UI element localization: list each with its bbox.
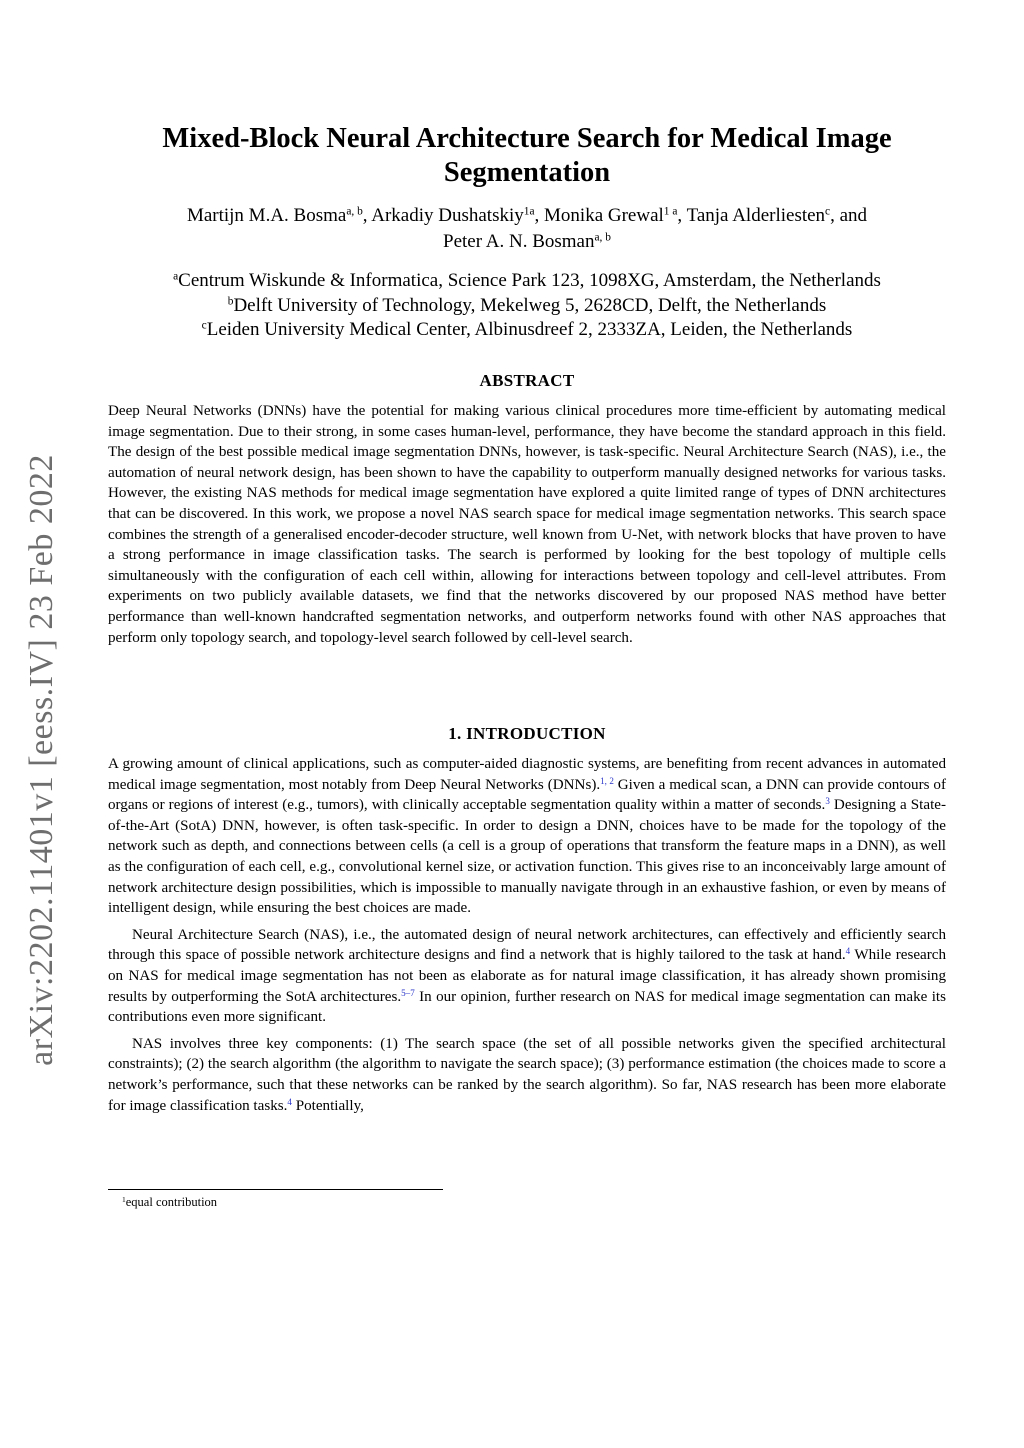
title-line-2: Segmentation <box>443 157 611 188</box>
text-run: A growing amount of clinical applications, such as computer-aided diagnostic systems, are benefiting from recent advances in automated medical image segmentation, most notably from Deep Neural Networks (DNNs). <box>108 756 946 793</box>
author-name: , Tanja Alderliesten <box>677 205 826 226</box>
abstract-heading: ABSTRACT <box>479 371 575 390</box>
intro-paragraph-1 <box>108 754 946 919</box>
citation-link[interactable]: 4 <box>287 1096 292 1107</box>
text-run: While research on NAS for medical image segmentation has not been as elaborate as for natural image classification, it has already shown promising results by outperforming the SotA architectures. <box>108 947 946 1005</box>
author-name: Peter A. N. Bosman <box>443 231 595 252</box>
footnote-divider <box>108 1189 443 1190</box>
author-list <box>108 203 946 255</box>
author-conjunction: , and <box>830 205 868 226</box>
text-run: Given a medical scan, a DNN can provide contours of organs or regions of interest (e.g., tumors), with clinically acceptable segmentation quality within a matter of seconds. <box>108 776 946 814</box>
citation-link[interactable]: 4 <box>845 946 851 957</box>
text-run: In our opinion, further research on NAS for medical image segmentation can make its contributions even more significant. <box>108 988 946 1026</box>
affiliation-c <box>108 318 946 343</box>
author-name: Martijn M.A. Bosma <box>186 205 347 226</box>
author-name: , Monika Grewal <box>534 205 664 226</box>
affiliation-list <box>108 269 946 343</box>
footnote-text: equal contribution <box>125 1195 218 1209</box>
citation-link[interactable]: 1, 2 <box>600 775 614 786</box>
affiliation-text: Centrum Wiskunde & Informatica, Science Park 123, 1098XG, Amsterdam, the Netherlands <box>178 270 881 291</box>
arxiv-identifier-sidebar <box>12 450 72 1070</box>
citation-link[interactable]: 3 <box>825 796 830 807</box>
intro-paragraph-2 <box>108 925 946 1028</box>
author-affil-mark: c <box>825 205 831 218</box>
author-line-2 <box>108 229 946 255</box>
abstract-body <box>108 401 946 648</box>
author-affil-mark: a, b <box>594 231 611 244</box>
introduction-body <box>108 754 946 1116</box>
author-line-1 <box>108 203 946 229</box>
affiliation-text: Delft University of Technology, Mekelweg 5, 2628CD, Delft, the Netherlands <box>233 294 827 316</box>
text-run: Designing a State-of-the-Art (SotA) DNN, however, is often task-specific. In order to design a DNN, choices have to be made for the topology of the network such as depth, and connections between cells (a cell is a group of operations that transform the feature maps in a DNN), as well as the configuration of each cell, e.g., convolutional kernel size, or activation function. This gives rise to an inconceivably large amount of network architecture design possibilities, which is impossible to manually navigate through in an exhaustive fashion, or even by means of intelligent design, while ensuring the best choices are made. <box>108 797 946 917</box>
affiliation-mark: c <box>201 319 207 332</box>
author-affil-mark: 1a <box>523 205 535 218</box>
affiliation-mark: a <box>173 270 179 283</box>
affiliation-b <box>108 294 946 319</box>
author-affil-mark: a, b <box>346 205 363 218</box>
arxiv-id-text: arXiv:2202.11401v1 [eess.IV] 23 Feb 2022 <box>23 454 61 1066</box>
text-run: NAS involves three key components: (1) The search space (the set of all possible networks given the specified architectural constraints); (2) the search algorithm (the algorithm to navigate the search space); (3) performance estimation (the choices made to score a network’s performance, such that these networks can be ranked by the search algorithm). So far, NAS research has been more elaborate for image classification tasks. <box>108 1035 946 1114</box>
intro-paragraph-3 <box>108 1034 946 1116</box>
footnote <box>122 1194 217 1210</box>
affiliation-a <box>108 269 946 294</box>
affiliation-text: Leiden University Medical Center, Albinusdreef 2, 2333ZA, Leiden, the Netherlands <box>206 319 853 340</box>
text-run: Potentially, <box>291 1097 364 1114</box>
title-line-1: Mixed-Block Neural Architecture Search for Medical Image <box>162 123 892 154</box>
paper-title <box>108 122 946 190</box>
text-run: Neural Architecture Search (NAS), i.e., the automated design of neural network architectures, can effectively and efficiently search through this space of possible network architecture designs and find a network that is highly tailored to the task at hand. <box>108 926 946 964</box>
abstract-paragraph: Deep Neural Networks (DNNs) have the potential for making various clinical procedures more time-efficient by automating medical image segmentation. Due to their strong, in some cases human-level, performance, they have become the standard approach in this field. The design of the best possible medical image segmentation DNNs, however, is task-specific. Neural Architecture Search (NAS), i.e., the automation of neural network design, has been shown to have the capability to outperform manually designed networks for various tasks. However, the existing NAS methods for medical image segmentation have explored a quite limited range of types of DNN architectures that can be discovered. In this work, we propose a novel NAS search space for medical image segmentation networks. This search space combines the strength of a generalised encoder-decoder structure, well known from U-Net, with network blocks that have proven to have a strong performance in image classification tasks. The search is performed by looking for the best topology of multiple cells simultaneously with the configuration of each cell within, allowing for interactions between topology and cell-level attributes. From experiments on two publicly available datasets, we find that the networks discovered by our proposed NAS method have better performance than well-known handcrafted segmentation networks, and outperform networks found with other NAS approaches that perform only topology search, and topology-level search followed by cell-level search. <box>108 403 946 646</box>
footnote-mark: 1 <box>122 1194 126 1204</box>
author-affil-mark: 1 a <box>663 205 678 218</box>
citation-link[interactable]: 5–7 <box>401 987 415 998</box>
author-name: , Arkadiy Dushatskiy <box>362 205 524 226</box>
introduction-heading: 1. INTRODUCTION <box>448 724 606 743</box>
affiliation-mark: b <box>227 295 234 308</box>
